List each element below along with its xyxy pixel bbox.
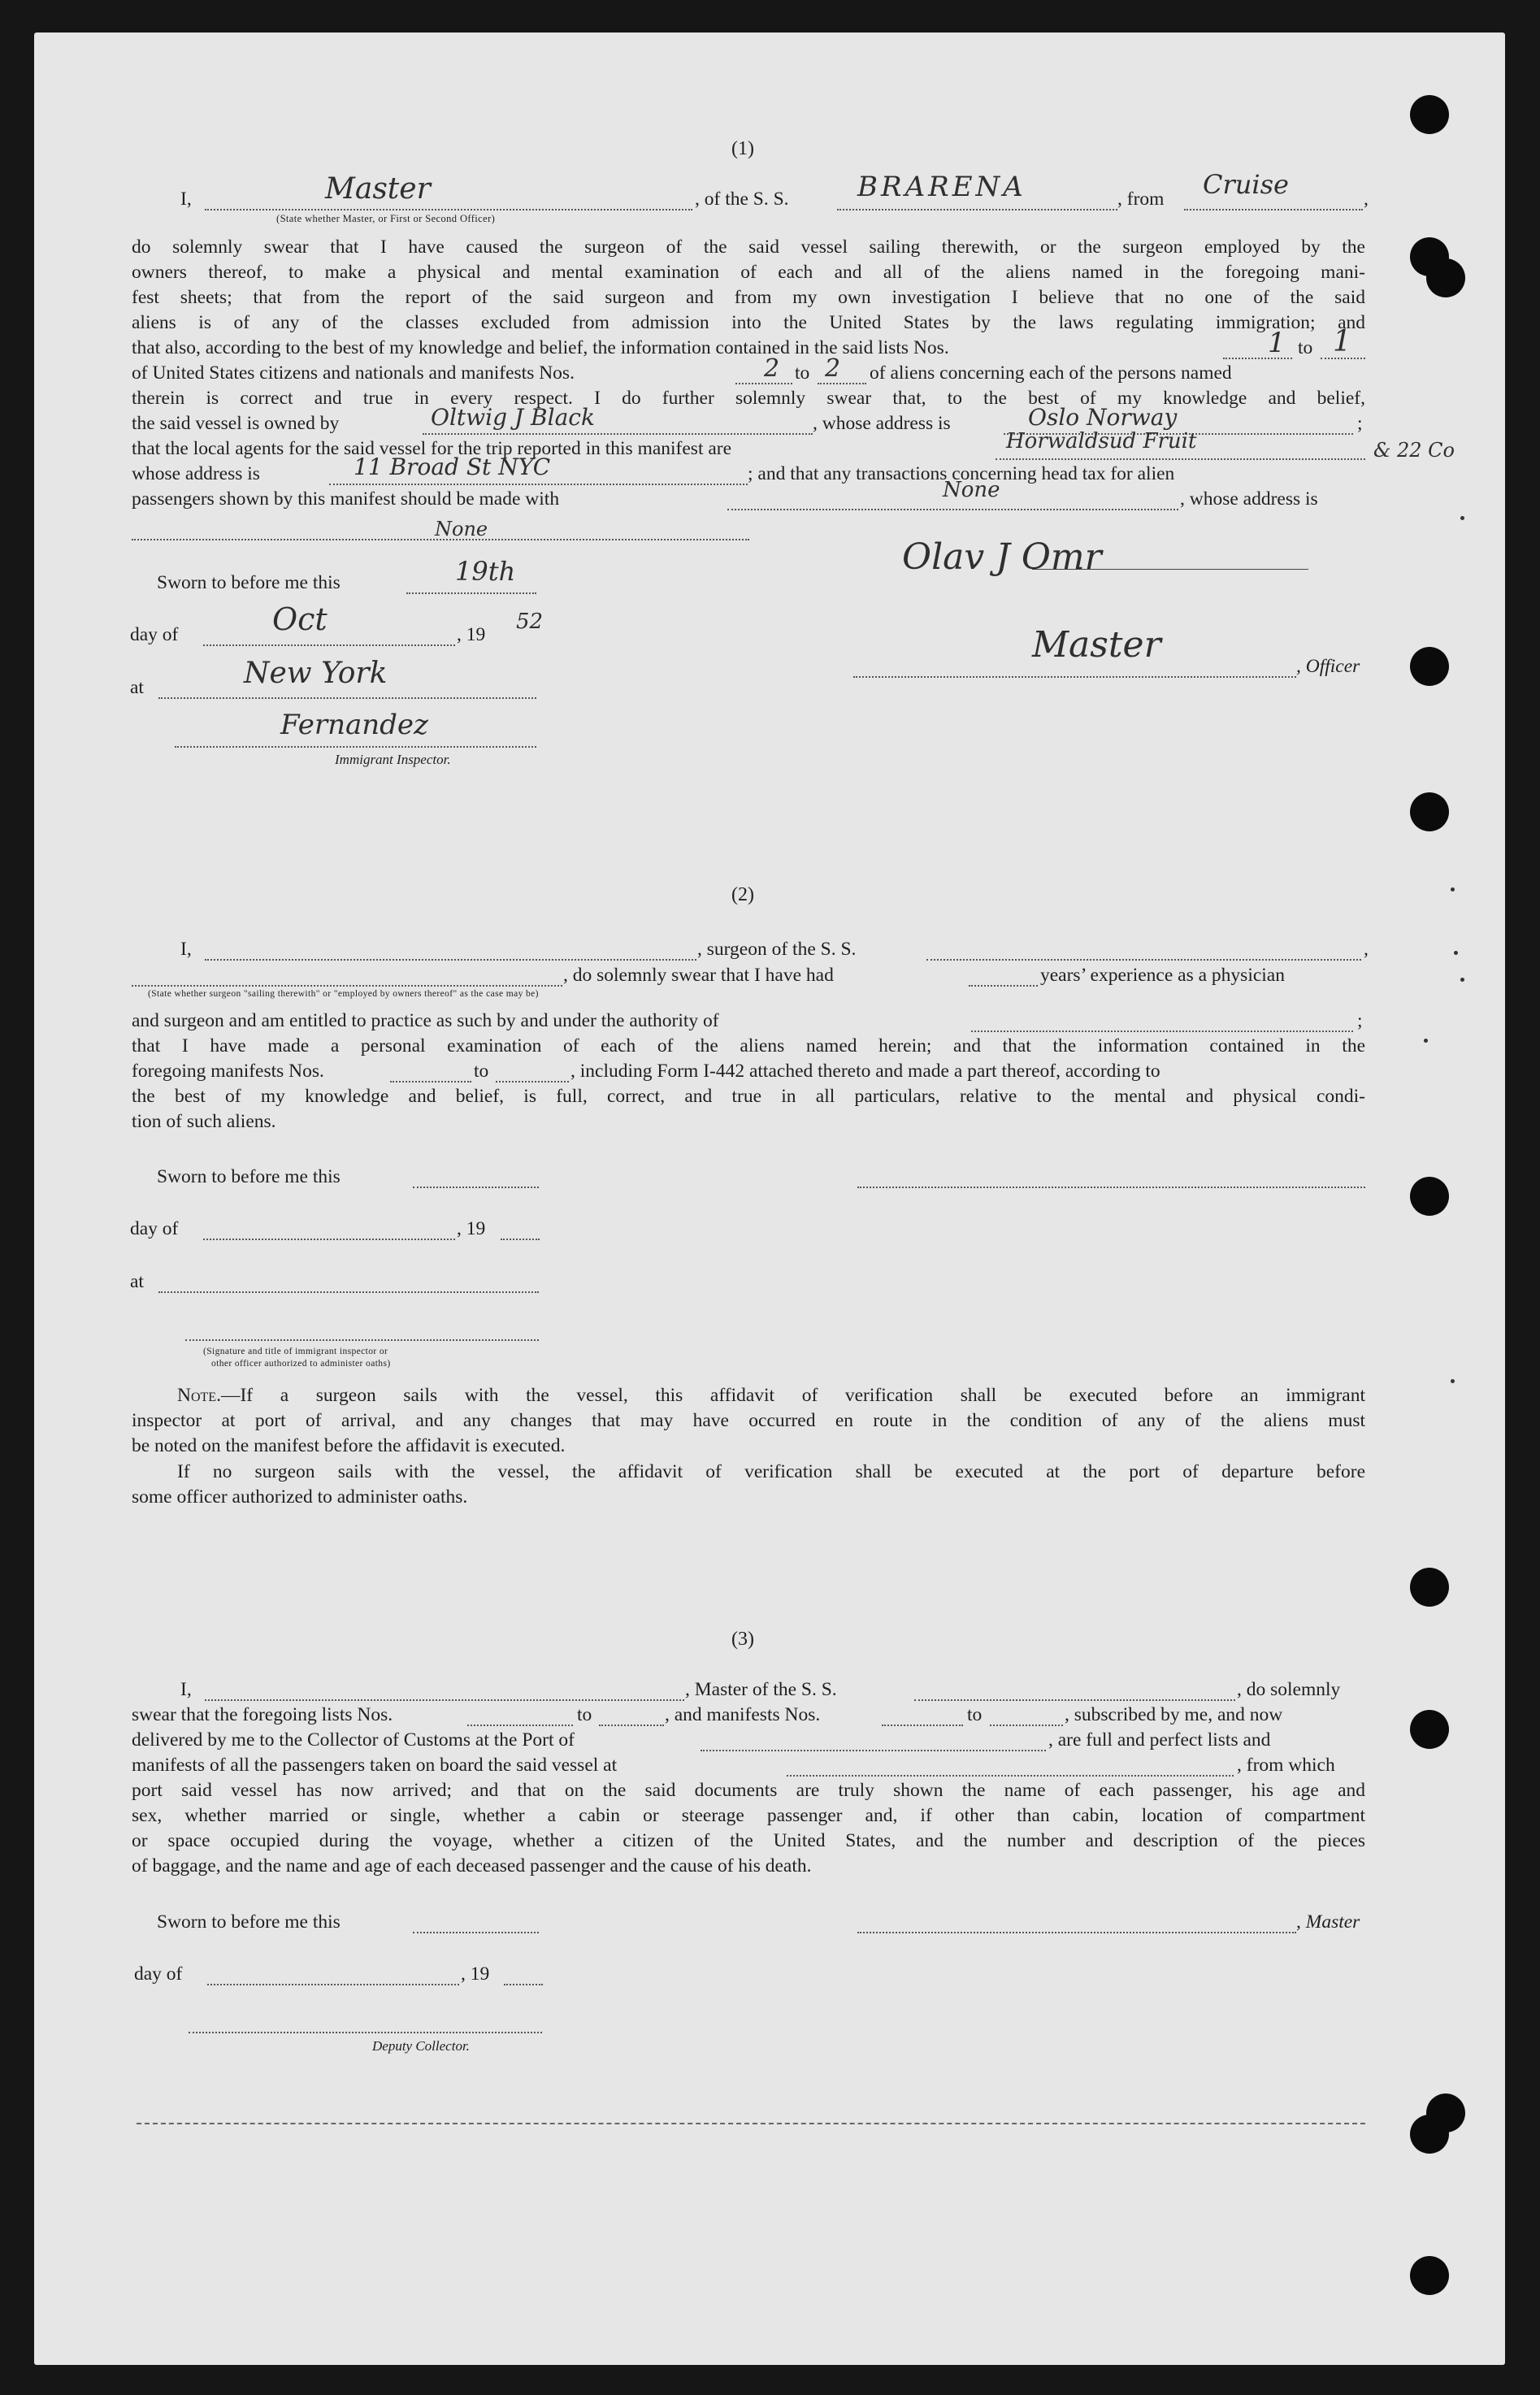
s2-l1-end: ,	[1364, 939, 1369, 960]
s3-l3b: , are full and perfect lists and	[1048, 1729, 1271, 1751]
handwritten-lists-to: 1	[1333, 325, 1351, 358]
handwritten-from: Cruise	[1203, 169, 1289, 200]
s3-l3a: delivered by me to the Collector of Customs at the Port of	[132, 1729, 575, 1751]
owner-blank	[423, 433, 813, 435]
manifests-to-blank	[818, 383, 866, 384]
s2-inspector-blank	[185, 1339, 539, 1341]
s3-master-signature-blank	[857, 1932, 1296, 1933]
s1-sworn-blank	[406, 592, 536, 594]
section-2-number: (2)	[731, 884, 754, 905]
handwritten-officer-title: Master	[1032, 624, 1161, 666]
s1-line-12b: , whose address is	[1180, 488, 1318, 510]
s3-manifests-from-blank	[882, 1725, 963, 1726]
officer-signature-line	[1032, 569, 1308, 570]
s2-at: at	[130, 1271, 144, 1292]
s3-l5: port said vessel has now arrived; and that on the said documents are truly shown the name of each passenger, his age and	[132, 1780, 1365, 1801]
s2-l5a: foregoing manifests Nos.	[132, 1061, 324, 1082]
s1-line-10a: that the local agents for the said vessel for the trip reported in this manifest are	[132, 438, 732, 459]
s3-l2a: swear that the foregoing lists Nos.	[132, 1704, 393, 1725]
handwritten-agents: Horwaldsud Fruit	[1006, 429, 1197, 453]
inspector-caption: Immigrant Inspector.	[335, 752, 451, 767]
s3-port-blank	[701, 1750, 1046, 1751]
handwritten-manifests-from: 2	[764, 354, 780, 383]
section-1-number: (1)	[731, 138, 754, 159]
head-tax-blank	[727, 509, 1178, 510]
s2-l2a: , do solemnly swear that I have had	[563, 965, 834, 986]
s3-l4b: , from which	[1237, 1755, 1335, 1776]
section-3-number: (3)	[731, 1629, 754, 1650]
s1-line-9b: , whose address is	[813, 413, 951, 434]
s1-sworn: Sworn to before me this	[157, 572, 341, 593]
s1-line-11b: ; and that any transactions concerning head tax for alien	[748, 463, 1175, 484]
note-label: Note.	[177, 1385, 221, 1406]
s1-comma-19: , 19	[457, 624, 486, 645]
handwritten-head-tax: None	[943, 478, 1000, 502]
agents-address-blank	[329, 484, 748, 485]
role-caption: (State whether Master, or First or Second Officer)	[276, 213, 496, 224]
s2-status-caption: (State whether surgeon "sailing therewith" or "employed by owners thereof" as the case may be)	[148, 989, 539, 999]
s3-master-of: , Master of the S. S.	[685, 1679, 837, 1700]
s1-of-ss: , of the S. S.	[695, 189, 789, 210]
s2-i: I,	[180, 939, 192, 960]
s2-l5b: to	[474, 1061, 489, 1082]
agents-blank	[996, 458, 1365, 460]
s3-l2b: to	[577, 1704, 592, 1725]
s2-name-blank	[205, 959, 696, 961]
inspector-blank	[175, 746, 536, 748]
s2-l3a: and surgeon and am entitled to practice as such by and under the authority of	[132, 1010, 719, 1031]
s2-manifests-to-blank	[496, 1081, 569, 1083]
s3-deputy-caption: Deputy Collector.	[372, 2038, 470, 2054]
s1-line-7b: of aliens concerning each of the persons named	[870, 362, 1232, 384]
s2-at-blank	[158, 1291, 539, 1293]
s2-authority-blank	[971, 1030, 1353, 1032]
from-blank	[1184, 209, 1363, 210]
s3-l7: or space occupied during the voyage, whether a citizen of the United States, and the number and description of the pieces	[132, 1830, 1365, 1851]
handwritten-owner-address: Oslo Norway	[1028, 404, 1178, 431]
s3-name-blank	[205, 1699, 684, 1701]
s2-sworn: Sworn to before me this	[157, 1166, 341, 1187]
s2-l3b: ;	[1357, 1010, 1363, 1031]
s3-l4a: manifests of all the passengers taken on board the said vessel at	[132, 1755, 618, 1776]
s3-l8: of baggage, and the name and age of each deceased passenger and the cause of his death.	[132, 1855, 812, 1877]
bottom-rule	[137, 2123, 1365, 2124]
s2-manifests-from-blank	[390, 1081, 471, 1083]
s3-year-blank	[504, 1984, 543, 1985]
handwritten-agents-extra: & 22 Co	[1373, 439, 1455, 462]
s3-deputy-blank	[189, 2032, 542, 2033]
s1-i: I,	[180, 189, 192, 210]
s3-l2d: to	[967, 1704, 983, 1725]
s1-line-7a: of United States citizens and nationals and manifests Nos.	[132, 362, 575, 384]
s2-l7: tion of such aliens.	[132, 1111, 276, 1132]
s2-l5c: , including Form I-442 attached thereto and made a part thereof, according to	[570, 1061, 1160, 1082]
s3-lists-from-blank	[467, 1725, 573, 1726]
s2-note-line-1	[177, 1383, 1365, 1409]
s2-day-of: day of	[130, 1218, 179, 1239]
vessel-blank	[837, 209, 1117, 210]
s1-day-of: day of	[130, 624, 179, 645]
s1-from: , from	[1117, 189, 1165, 210]
s2-l4: that I have made a personal examination of each of the aliens named herein; and that the information contained in the	[132, 1035, 1365, 1056]
s2-note2-line-2: some officer authorized to administer oaths.	[132, 1486, 468, 1508]
s3-comma-19: , 19	[461, 1963, 490, 1985]
handwritten-month: Oct	[272, 601, 328, 637]
s3-day-of: day of	[134, 1963, 183, 1985]
s2-years-blank	[969, 985, 1038, 987]
s2-l2b: years’ experience as a physician	[1040, 965, 1285, 986]
s1-line-9a: the said vessel is owned by	[132, 413, 340, 434]
s3-sworn-blank	[413, 1932, 539, 1933]
s1-line-12a: passengers shown by this manifest should be made with	[132, 488, 560, 510]
handwritten-owner: Oltwig J Black	[431, 404, 595, 431]
s1-to-2: to	[795, 362, 810, 384]
s2-note-line-3: be noted on the manifest before the affidavit is executed.	[132, 1435, 566, 1456]
s1-line-4: fest sheets; that from the report of the said surgeon and from my own investigation I believe that no one of the said	[132, 287, 1365, 308]
s3-i: I,	[180, 1679, 192, 1700]
s2-comma-19: , 19	[457, 1218, 486, 1239]
s3-month-blank	[207, 1984, 459, 1985]
s1-line-6a: that also, according to the best of my knowledge and belief, the information contained in the said lists Nos.	[132, 337, 949, 358]
s2-surgeon-of: , surgeon of the S. S.	[697, 939, 857, 960]
s3-vessel-blank	[914, 1699, 1235, 1701]
s2-status-blank	[132, 985, 562, 987]
note-text-1: —If a surgeon sails with the vessel, this affidavit of verification shall be executed before an immigrant	[220, 1385, 1365, 1406]
s2-sig-caption-2: other officer authorized to administer oaths)	[211, 1359, 391, 1369]
s1-month-blank	[203, 644, 455, 646]
officer-blank	[853, 676, 1296, 678]
s1-line-9c: ;	[1357, 413, 1363, 434]
s1-line-11a: whose address is	[132, 463, 260, 484]
s1-line1-end: ,	[1364, 189, 1369, 210]
s3-l6: sex, whether married or single, whether a cabin or steerage passenger and, if other than cabin, location of compartment	[132, 1805, 1365, 1826]
handwritten-inspector-signature: Fernandez	[280, 709, 428, 741]
s3-manifests-to-blank	[990, 1725, 1063, 1726]
s1-line-3: owners thereof, to make a physical and mental examination of each and all of the aliens named in the foregoing mani-	[132, 262, 1365, 283]
handwritten-sworn-day: 19th	[455, 556, 516, 587]
s3-l2e: , subscribed by me, and now	[1065, 1704, 1283, 1725]
s1-line-2: do solemnly swear that I have caused the surgeon of the said vessel sailing therewith, or the surgeon employed by the	[132, 236, 1365, 258]
s1-at-blank	[158, 697, 536, 699]
manifests-from-blank	[735, 383, 792, 384]
s3-master-caption: , Master	[1296, 1911, 1360, 1933]
officer-caption: , Officer	[1296, 656, 1360, 677]
s2-l6: the best of my knowledge and belief, is full, correct, and true in all particulars, relative to the mental and physical condi-	[132, 1086, 1365, 1107]
s2-sworn-blank	[413, 1187, 539, 1188]
handwritten-lists-from: 1	[1268, 327, 1286, 359]
handwritten-vessel: BRARENA	[857, 171, 1026, 203]
s2-month-blank	[203, 1239, 455, 1240]
s3-lists-to-blank	[599, 1725, 664, 1726]
s3-l1c: , do solemnly	[1237, 1679, 1341, 1700]
handwritten-officer-signature: Olav J Omr	[902, 536, 1102, 578]
handwritten-year: 52	[516, 610, 544, 634]
s2-note2-line-1: If no surgeon sails with the vessel, the affidavit of verification shall be executed at the port of departure before	[177, 1461, 1365, 1482]
handwritten-agents-address: 11 Broad St NYC	[354, 453, 551, 480]
s3-sworn: Sworn to before me this	[157, 1911, 341, 1933]
handwritten-head-tax-address: None	[435, 518, 488, 540]
s2-year-blank	[501, 1239, 540, 1240]
s1-line-8: therein is correct and true in every respect. I do further solemnly swear that, to the best of my knowledge and belief,	[132, 388, 1365, 409]
s1-to-1: to	[1298, 337, 1313, 358]
s3-l2c: , and manifests Nos.	[665, 1704, 821, 1725]
handwritten-manifests-to: 2	[825, 354, 841, 383]
handwritten-role: Master	[325, 172, 431, 206]
s2-signature-blank	[857, 1187, 1365, 1188]
s3-departure-port-blank	[787, 1775, 1234, 1777]
s1-at: at	[130, 677, 144, 698]
s2-sig-caption-1: (Signature and title of immigrant inspector or	[203, 1347, 388, 1356]
s1-line-5: aliens is of any of the classes excluded from admission into the United States by the laws regulating immigration; and	[132, 312, 1365, 333]
handwritten-at: New York	[244, 657, 388, 690]
role-blank	[205, 209, 692, 210]
s2-note-line-2: inspector at port of arrival, and any changes that may have occurred en route in the condition of any of the aliens must	[132, 1410, 1365, 1431]
s2-vessel-blank	[926, 959, 1361, 961]
